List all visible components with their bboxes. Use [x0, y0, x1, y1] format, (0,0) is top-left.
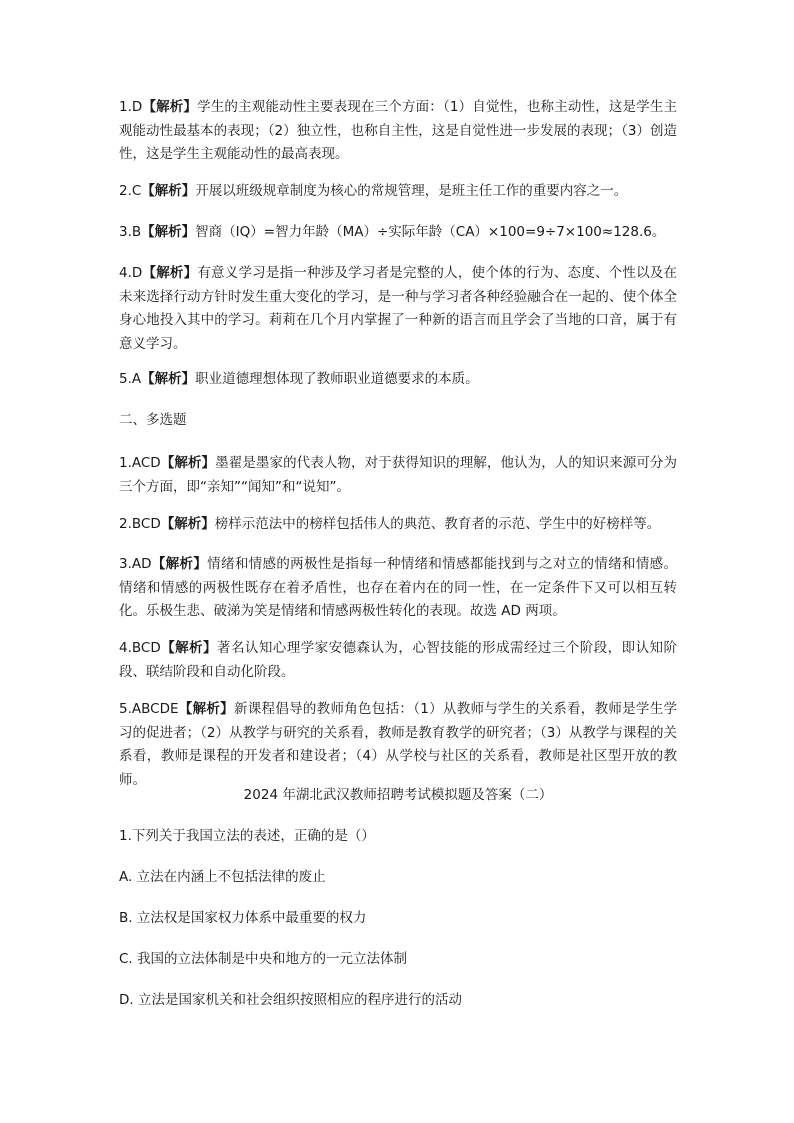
answer-id: 4.BCD [119, 640, 161, 656]
option-b: B. 立法权是国家权力体系中最重要的权力 [119, 910, 367, 926]
answer-text: 学生的主观能动性主要表现在三个方面：（1）自觉性，也称主动性，这是学生主观能动性最基本的表现；（2）独立性，也称自主性，这是自觉性进一步发展的表现；（3）创造性，这是学生主观能动性的最高表现。 [119, 99, 677, 162]
multi-answer-5 [119, 698, 677, 792]
analysis-tag: 【解析】 [141, 224, 196, 240]
answer-id: 1.ACD [119, 455, 161, 471]
answer-text: 开展以班级规章制度为核心的常规管理，是班主任工作的重要内容之一。 [195, 183, 628, 199]
analysis-tag: 【解析】 [160, 640, 217, 656]
answer-2 [119, 180, 677, 204]
answer-id: 5.ABCDE [119, 701, 179, 717]
answer-text: 榜样示范法中的榜样包括伟人的典范、教育者的示范、学生中的好榜样等。 [214, 516, 661, 532]
answer-id: 3.AD [119, 556, 152, 572]
analysis-tag: 【解析】 [178, 701, 234, 717]
analysis-tag: 【解析】 [141, 183, 196, 199]
answer-3 [119, 221, 677, 245]
analysis-tag: 【解析】 [142, 265, 198, 281]
multi-answer-3 [119, 553, 677, 624]
option-a: A. 立法在内涵上不包括法律的废止 [119, 869, 326, 885]
answer-id: 2.BCD [119, 516, 161, 532]
answer-text: 职业道德理想体现了教师职业道德要求的本质。 [195, 371, 479, 387]
answer-text: 墨翟是墨家的代表人物，对于获得知识的理解，他认为，人的知识来源可分为三个方面，即“亲知”“闻知”和“说知”。 [119, 455, 678, 495]
multi-answer-1 [119, 452, 677, 499]
multi-answer-4 [119, 637, 677, 684]
analysis-tag: 【解析】 [142, 99, 198, 115]
answer-text: 有意义学习是指一种涉及学习者是完整的人，使个体的行为、态度、个性以及在未来选择行动方针时发生重大变化的学习，是一种与学习者各种经验融合在一起的、使个体全身心地投入其中的学习。莉莉在几个月内掌握了一种新的语言而且学会了当地的口音，属于有意义学习。 [119, 265, 678, 352]
analysis-tag: 【解析】 [141, 371, 196, 387]
answer-id: 4.D [119, 265, 143, 281]
option-c: C. 我国的立法体制是中央和地方的一元立法体制 [119, 951, 408, 967]
answer-id: 3.B [119, 224, 142, 240]
analysis-tag: 【解析】 [151, 556, 208, 572]
answer-text: 著名认知心理学家安德森认为，心智技能的形成需经过三个阶段，即认知阶段、联结阶段和自动化阶段。 [119, 640, 677, 680]
doc-title: 2024 年湖北武汉教师招聘考试模拟题及答案（二） [243, 787, 553, 803]
answer-text: 情绪和情感的两极性是指每一种情绪和情感都能找到与之对立的情绪和情感。情绪和情感的两极性既存在着矛盾性，也存在着内在的同一性，在一定条件下又可以相互转化。乐极生悲、破涕为笑是情绪和情感两极性转化的表现。故选 AD 两项。 [119, 556, 678, 619]
answer-text: 智商（IQ）=智力年龄（MA）÷实际年龄（CA）×100=9÷7×100≈128.6。 [195, 224, 666, 240]
section-heading: 二、多选题 [119, 412, 187, 428]
answer-text: 新课程倡导的教师角色包括：（1）从教师与学生的关系看，教师是学生学习的促进者；（2）从教学与研究的关系看，教师是教育教学的研究者；（3）从教学与课程的关系看，教师是课程的开发者和建设者；（4）从学校与社区的关系看，教师是社区型开放的教师。 [119, 701, 678, 788]
multi-answer-2 [119, 513, 677, 537]
answer-4 [119, 262, 677, 356]
answer-id: 5.A [119, 371, 142, 387]
question-stem: 1.下列关于我国立法的表述，正确的是（） [119, 828, 375, 844]
option-d: D. 立法是国家机关和社会组织按照相应的程序进行的活动 [119, 992, 462, 1008]
answer-1 [119, 96, 677, 167]
answer-id: 2.C [119, 183, 142, 199]
answer-5 [119, 368, 677, 392]
analysis-tag: 【解析】 [160, 455, 216, 471]
analysis-tag: 【解析】 [160, 516, 215, 532]
answer-id: 1.D [119, 99, 143, 115]
